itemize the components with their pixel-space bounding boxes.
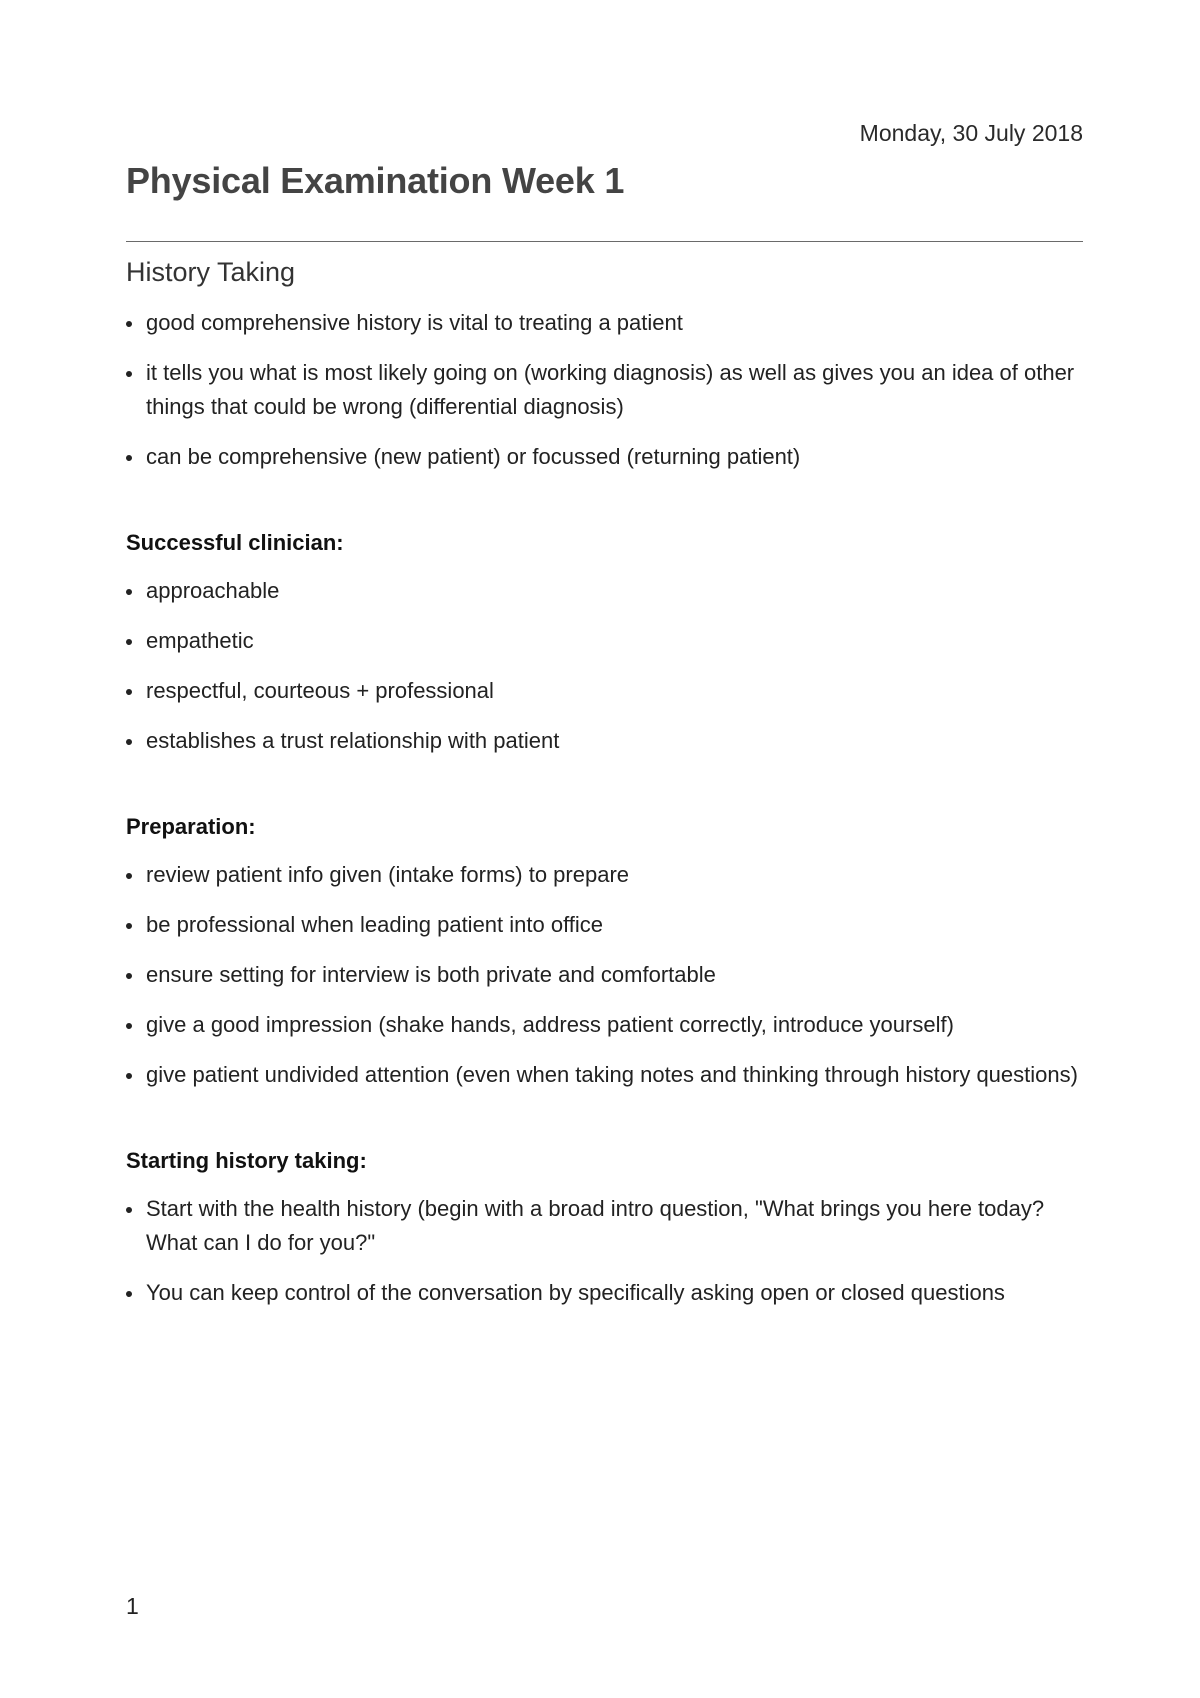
page-title: Physical Examination Week 1 [126, 160, 625, 201]
subheading-preparation: Preparation: [126, 814, 256, 839]
bullet-icon [126, 973, 132, 979]
bullet-icon [126, 371, 132, 377]
bullet-icon [126, 321, 132, 327]
bullet-icon [126, 639, 132, 645]
subheading-starting-history-taking: Starting history taking: [126, 1148, 367, 1173]
list-item: empathetic [126, 624, 1083, 658]
list-item: can be comprehensive (new patient) or focussed (returning patient) [126, 440, 1083, 474]
list-item: Start with the health history (begin with a broad intro question, "What brings you here today? What can I do for you?" [126, 1192, 1083, 1260]
bullet-icon [126, 689, 132, 695]
list-item: give a good impression (shake hands, address patient correctly, introduce yourself) [126, 1008, 1083, 1042]
bullet-icon [126, 739, 132, 745]
subheading-successful-clinician: Successful clinician: [126, 530, 344, 555]
title-divider [126, 241, 1083, 242]
preparation-list [126, 858, 1083, 1092]
bullet-icon [126, 589, 132, 595]
list-item: it tells you what is most likely going on (working diagnosis) as well as gives you an idea of other things that could be wrong (differential diagnosis) [126, 356, 1083, 424]
bullet-icon [126, 1207, 132, 1213]
list-item: good comprehensive history is vital to treating a patient [126, 306, 1083, 340]
page-number: 1 [126, 1593, 139, 1619]
list-item: review patient info given (intake forms) to prepare [126, 858, 1083, 892]
starting-history-list [126, 1192, 1083, 1310]
document-body [126, 250, 1083, 1326]
list-item: ensure setting for interview is both private and comfortable [126, 958, 1083, 992]
list-item: give patient undivided attention (even when taking notes and thinking through history questions) [126, 1058, 1083, 1092]
list-item: be professional when leading patient into office [126, 908, 1083, 942]
bullet-icon [126, 1291, 132, 1297]
successful-clinician-list [126, 574, 1083, 758]
section-heading-history-taking: History Taking [126, 257, 296, 287]
list-item: respectful, courteous + professional [126, 674, 1083, 708]
document-date: Monday, 30 July 2018 [859, 120, 1083, 146]
list-item: approachable [126, 574, 1083, 608]
history-taking-list [126, 306, 1083, 474]
bullet-icon [126, 923, 132, 929]
list-item: You can keep control of the conversation by specifically asking open or closed questions [126, 1276, 1083, 1310]
bullet-icon [126, 1023, 132, 1029]
bullet-icon [126, 873, 132, 879]
bullet-icon [126, 455, 132, 461]
bullet-icon [126, 1073, 132, 1079]
list-item: establishes a trust relationship with patient [126, 724, 1083, 758]
